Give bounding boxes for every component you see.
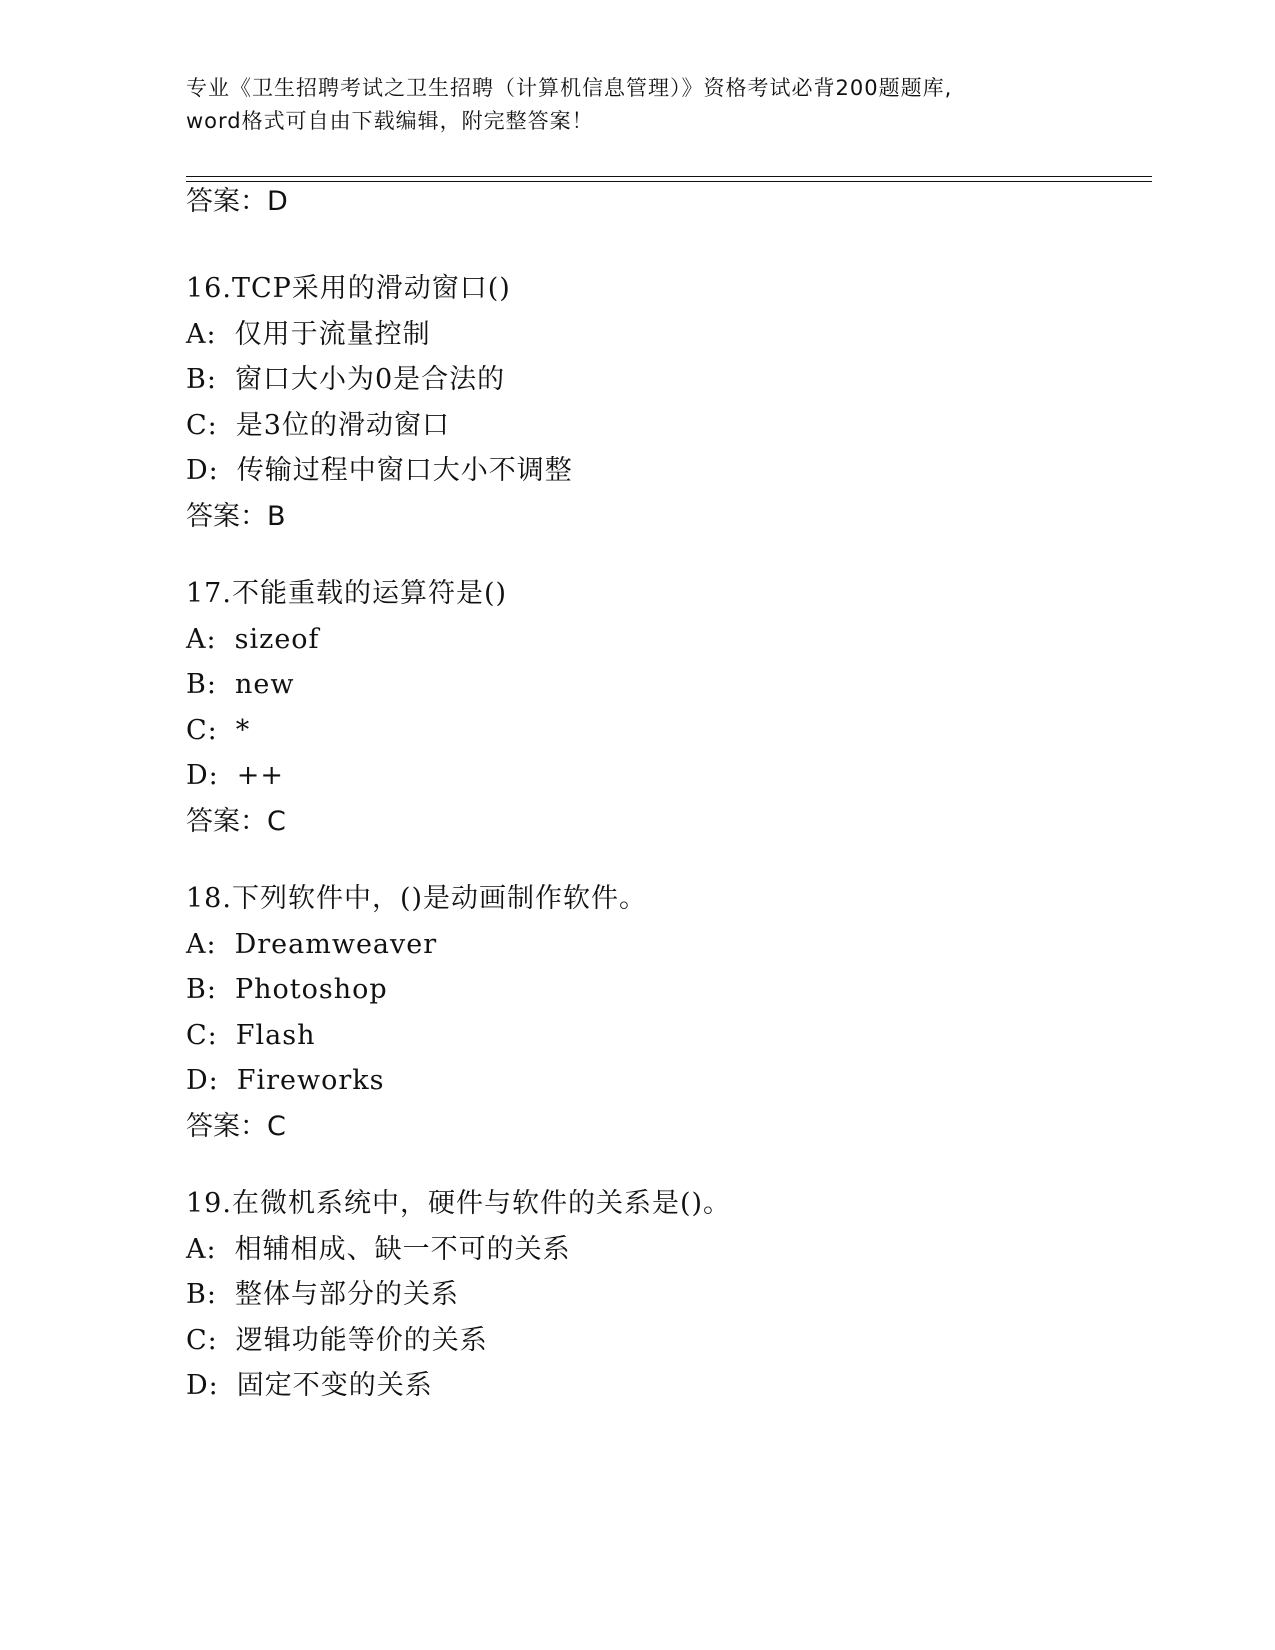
option-b [186,1277,1146,1323]
question-stem: 18.下列软件中，()是动画制作软件。 [186,883,648,914]
option-d [186,1063,1146,1109]
option-b [186,362,1146,408]
option-text: 窗口大小为0是合法的 [234,364,506,395]
option-text: 传输过程中窗口大小不调整 [236,455,573,486]
question-16 [186,271,1146,535]
option-text: 仅用于流量控制 [234,318,431,350]
option-a [186,317,1146,363]
option-label: A: [186,623,217,655]
question-18 [186,881,1146,1145]
option-label: B: [186,1279,217,1310]
option-text: new [234,669,295,700]
option-label: A: [186,318,217,350]
option-label: C: [186,714,218,746]
option-label: D: [186,760,219,791]
option-text: ++ [236,760,284,791]
option-c [186,713,1146,759]
previous-question-answer: 答案：D [186,186,288,217]
option-label: A: [186,928,217,960]
question-answer: 答案：B [186,500,286,532]
option-d [186,758,1146,804]
option-text: Fireworks [236,1065,385,1096]
question-stem: 16.TCP采用的滑动窗口() [186,273,511,304]
option-b [186,972,1146,1018]
option-c [186,1323,1146,1369]
document-header [186,72,1086,138]
option-text: 相辅相成、缺一不可的关系 [234,1233,571,1265]
option-text: 固定不变的关系 [236,1370,433,1401]
option-label: C: [186,1019,218,1051]
question-17 [186,576,1146,840]
option-text: Flash [235,1019,316,1051]
option-text: 是3位的滑动窗口 [235,409,450,441]
header-title-line: 专业《卫生招聘考试之卫生招聘（计算机信息管理）》资格考试必背200题题库, [186,76,953,100]
option-label: B: [186,669,217,700]
option-label: D: [186,455,219,486]
option-label: B: [186,364,217,395]
question-answer: 答案：C [186,805,286,837]
header-divider-top [186,176,1152,177]
option-label: B: [186,974,217,1005]
option-a [186,622,1146,668]
option-text: sizeof [234,623,320,655]
option-text: 整体与部分的关系 [234,1279,459,1310]
option-b [186,667,1146,713]
question-answer: 答案：C [186,1110,286,1142]
option-a [186,927,1146,973]
option-text: Photoshop [234,974,388,1005]
option-label: A: [186,1233,217,1265]
option-label: D: [186,1065,219,1096]
option-text: 逻辑功能等价的关系 [235,1324,488,1356]
header-divider-bottom [186,181,1152,182]
option-text: Dreamweaver [234,928,438,960]
option-label: C: [186,1324,218,1356]
option-c [186,1018,1146,1064]
header-subtitle-line: word格式可自由下载编辑，附完整答案！ [186,109,594,133]
option-c [186,408,1146,454]
question-stem: 19.在微机系统中，硬件与软件的关系是()。 [186,1188,732,1219]
question-stem: 17.不能重载的运算符是() [186,578,508,609]
option-label: C: [186,409,218,441]
option-a [186,1232,1146,1278]
option-label: D: [186,1370,219,1401]
option-d [186,1368,1146,1414]
option-text: * [235,714,251,746]
option-d [186,453,1146,499]
question-19 [186,1186,1146,1414]
